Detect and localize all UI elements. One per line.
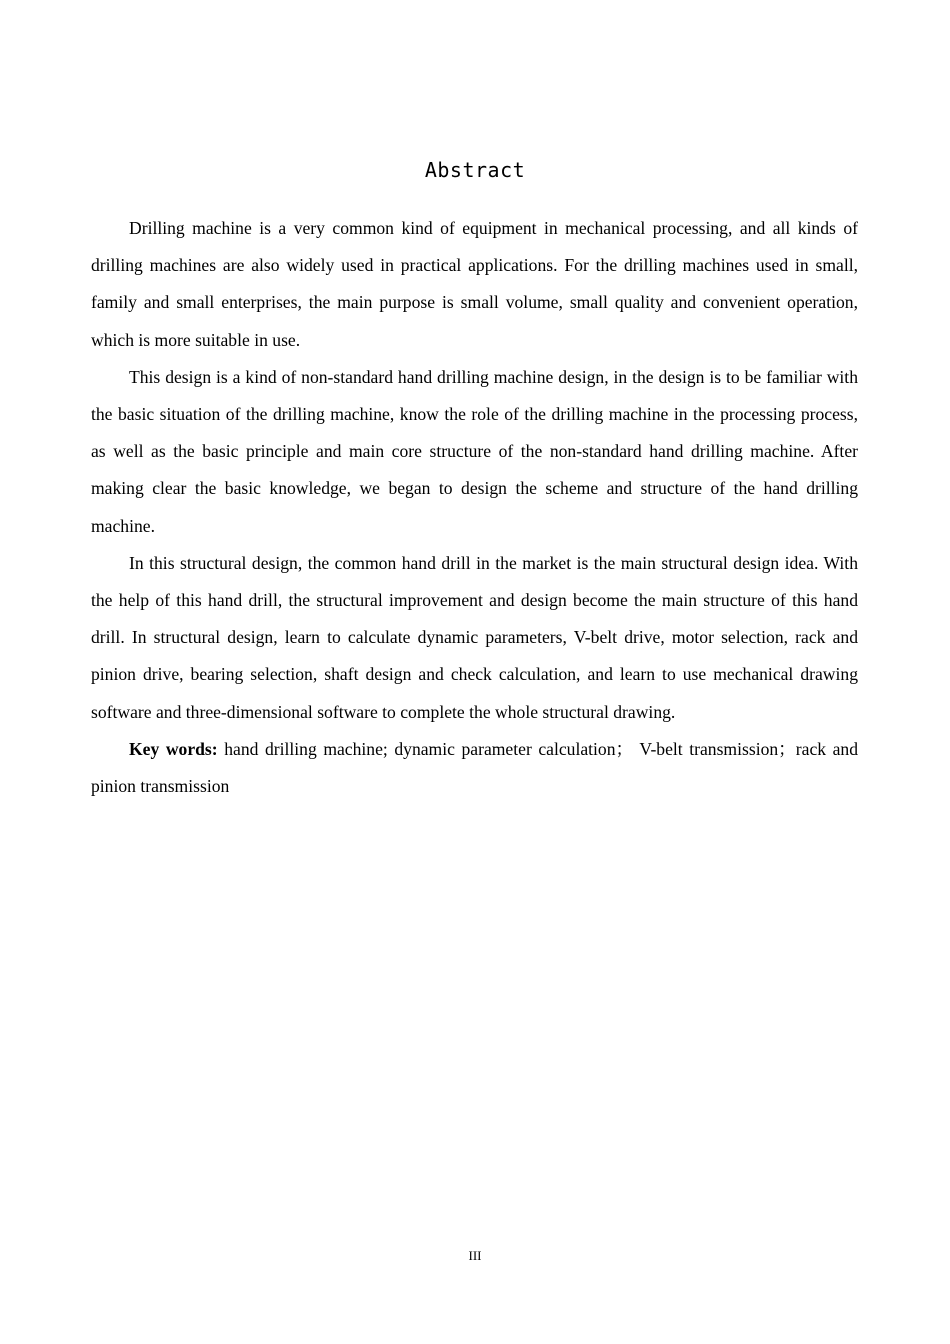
page-title: Abstract (424, 158, 526, 182)
keywords-paragraph (91, 731, 858, 805)
abstract-paragraph-2: This design is a kind of non-standard hand drilling machine design, in the design is to be familiar with the basic situation of the drilling machine, know the role of the drilling machine in the processing process, as well as the basic principle and main core structure of the non-standard hand drilling machine. After making clear the basic knowledge, we began to design the scheme and structure of the hand drilling machine. (91, 366, 858, 536)
abstract-body (91, 210, 858, 805)
abstract-paragraph-3: In this structural design, the common hand drill in the market is the main structural design idea. With the help of this hand drill, the structural improvement and design become the main structure of this hand drill. In structural design, learn to calculate dynamic parameters, V-belt drive, motor selection, rack and pinion drive, bearing selection, shaft design and check calculation, and learn to use mechanical drawing software and three-dimensional software to complete the whole structural drawing. (91, 552, 858, 722)
keywords-label: Key words: (129, 738, 218, 759)
keywords-text: hand drilling machine; dynamic parameter calculation； V-belt transmission；rack and pinion transmission (91, 738, 858, 797)
abstract-paragraph-1: Drilling machine is a very common kind of equipment in mechanical processing, and all kinds of drilling machines are also widely used in practical applications. For the drilling machines used in small, family and small enterprises, the main purpose is small volume, small quality and convenient operation, which is more suitable in use. (91, 218, 858, 350)
page-number: III (468, 1248, 482, 1263)
